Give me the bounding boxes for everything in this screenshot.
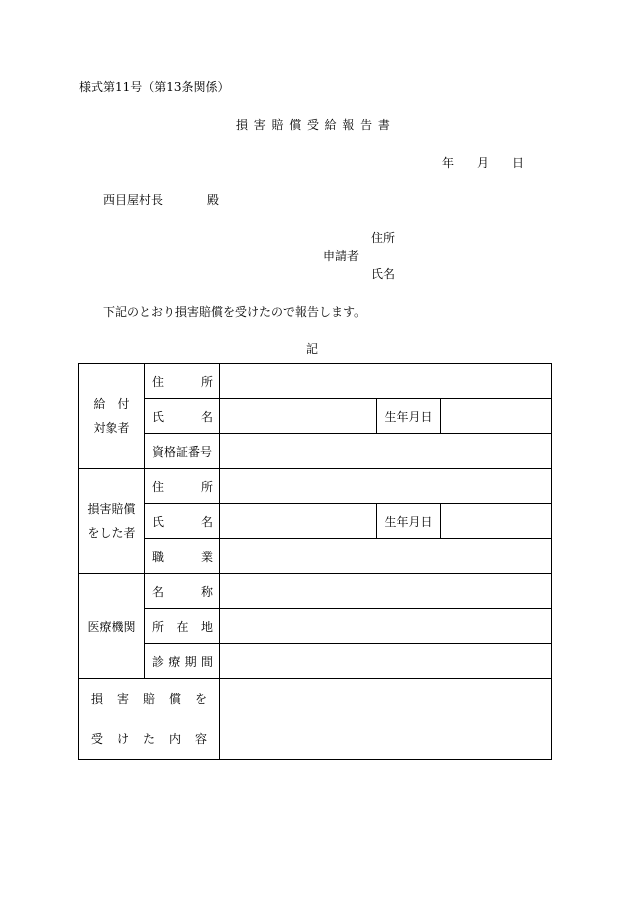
medical-period-label: [145, 644, 220, 679]
medical-name-label: [145, 574, 220, 609]
compensator-group-label: [79, 469, 145, 574]
received-content-label: [79, 679, 220, 760]
ki-heading: 記: [306, 342, 319, 356]
document-title: [236, 118, 390, 132]
form-number: 様式第11号（第13条関係）: [79, 80, 230, 94]
title-char: 告: [360, 118, 373, 132]
label-char: 氏: [152, 514, 165, 529]
label-char: 償: [168, 692, 181, 706]
compensator-group-line1: 損害賠償: [87, 502, 136, 516]
label-char: 診: [152, 654, 165, 669]
label-char: 害: [116, 692, 129, 706]
applicant-address-label: 住所: [371, 231, 396, 245]
label-char: 業: [200, 549, 213, 564]
recipient-insurance-no-label: 資格証番号: [145, 434, 220, 469]
label-char: 容: [194, 732, 207, 746]
medical-period-field[interactable]: [220, 644, 552, 679]
table-row: [79, 609, 552, 644]
medical-name-field[interactable]: [220, 574, 552, 609]
label-char: 内: [168, 732, 181, 746]
table-row: [79, 434, 552, 469]
compensator-occupation-label: [145, 539, 220, 574]
label-char: 所: [152, 619, 165, 634]
recipient-dob-field[interactable]: [441, 399, 552, 434]
label-char: 所: [200, 479, 213, 494]
report-table: [78, 363, 552, 760]
label-char: 氏: [152, 409, 165, 424]
label-char: 賠: [142, 692, 155, 706]
medical-location-field[interactable]: [220, 609, 552, 644]
recipient-insurance-no-field[interactable]: [220, 434, 552, 469]
title-char: 給: [324, 118, 337, 132]
table-row: [79, 504, 552, 539]
label-char: 職: [152, 549, 165, 564]
recipient-address-field[interactable]: [220, 364, 552, 399]
label-char: け: [116, 732, 129, 746]
compensator-occupation-field[interactable]: [220, 539, 552, 574]
label-char: た: [142, 732, 155, 746]
label-char: 地: [200, 619, 213, 634]
applicant-label: 申請者: [323, 249, 360, 263]
recipient-group-line2: 対象者: [93, 421, 130, 435]
title-char: 害: [253, 118, 266, 132]
table-row: [79, 644, 552, 679]
title-char: 償: [289, 118, 302, 132]
date-day-label: 日: [512, 156, 525, 170]
recipient-name-field[interactable]: [220, 399, 377, 434]
compensator-dob-field[interactable]: [441, 504, 552, 539]
table-row: [79, 399, 552, 434]
addressee-name: 西目屋村長: [103, 193, 164, 207]
label-char: 在: [176, 619, 189, 634]
title-char: 報: [342, 118, 355, 132]
label-char: 療: [168, 654, 181, 669]
date-year-label: 年: [442, 156, 455, 170]
label-char: 称: [200, 584, 213, 599]
table-row: [79, 574, 552, 609]
applicant-name-label: 氏名: [371, 267, 396, 281]
label-char: 期: [184, 654, 197, 669]
title-char: 書: [377, 118, 390, 132]
received-content-field[interactable]: [220, 679, 552, 760]
recipient-group-line1: 給 付: [93, 397, 130, 411]
label-char: 受: [91, 732, 104, 746]
compensator-address-field[interactable]: [220, 469, 552, 504]
label-char: 名: [152, 584, 165, 599]
label-char: 損: [91, 692, 104, 706]
compensator-address-label: [145, 469, 220, 504]
compensator-name-label: [145, 504, 220, 539]
table-row: [79, 364, 552, 399]
addressee-honorific: 殿: [207, 193, 220, 207]
recipient-group-label: [79, 364, 145, 469]
label-char: 住: [152, 479, 165, 494]
recipient-dob-label: 生年月日: [377, 399, 441, 434]
recipient-name-label: [145, 399, 220, 434]
compensator-name-field[interactable]: [220, 504, 377, 539]
label-char: 所: [200, 374, 213, 389]
compensator-group-line2: をした者: [87, 526, 136, 540]
label-char: 名: [200, 514, 213, 529]
label-char: 間: [200, 654, 213, 669]
title-char: 賠: [271, 118, 284, 132]
medical-group-label: 医療機関: [79, 574, 145, 679]
statement: 下記のとおり損害賠償を受けたので報告します。: [103, 305, 367, 319]
label-char: 住: [152, 374, 165, 389]
table-row: [79, 469, 552, 504]
label-char: を: [194, 692, 207, 706]
table-row: [79, 679, 552, 760]
title-char: 損: [236, 118, 249, 132]
compensator-dob-label: 生年月日: [377, 504, 441, 539]
medical-location-label: [145, 609, 220, 644]
recipient-address-label: [145, 364, 220, 399]
title-char: 受: [306, 118, 319, 132]
label-char: 名: [200, 409, 213, 424]
date-month-label: 月: [477, 156, 490, 170]
table-row: [79, 539, 552, 574]
